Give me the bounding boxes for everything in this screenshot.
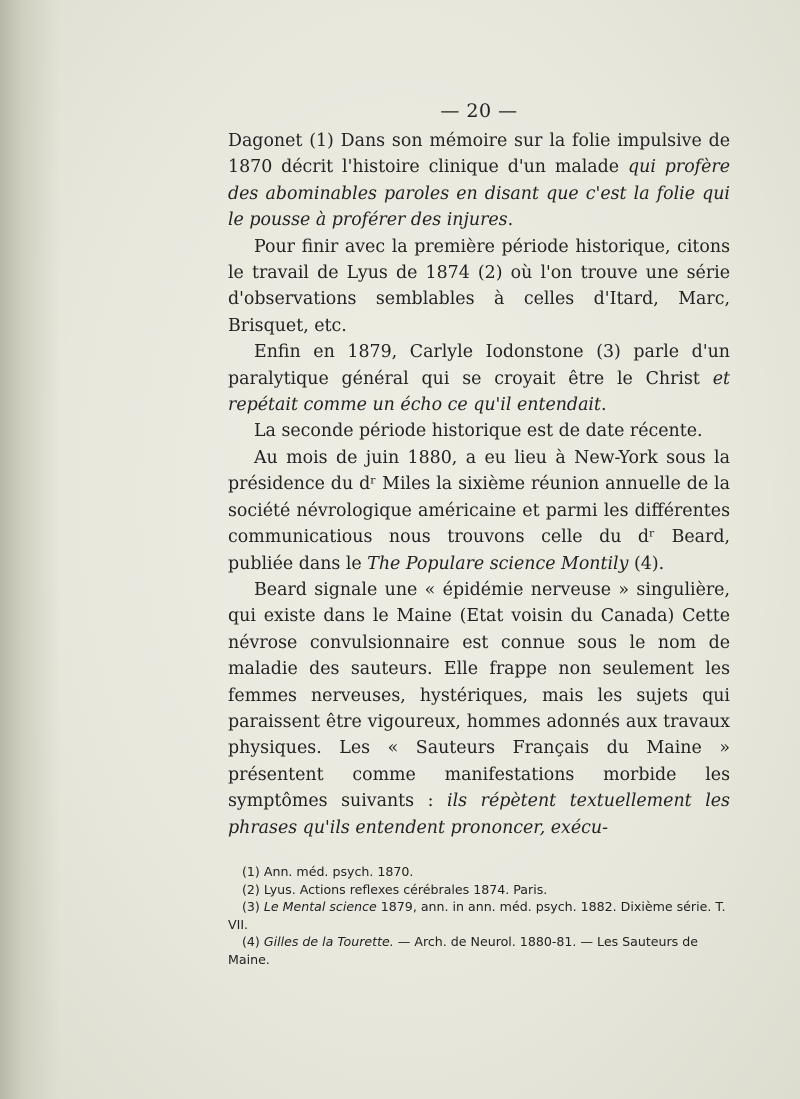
body-text [228, 128, 730, 841]
text-run: Beard signale une « épidémie nerveuse » singulière, qui existe dans le Maine (Etat voisin du Canada) Cette névrose convulsionnaire est connue sous le nom de maladie des sauteurs. Elle frappe non seulement les femmes nerveuses, hystériques, mais les sujets qui paraissent être vigoureux, hommes adonnés aux travaux physiques. Les « Sauteurs Français du Maine » présentent comme manifestations morbide les symptômes suivants : [228, 579, 730, 812]
page-edge-shadow [0, 0, 60, 1099]
paragraph-new-york [228, 445, 730, 577]
text-run: Dagonet (1) Dans son mémoire sur la folie impulsive de 1870 décrit l'histoire clinique d'un malade [228, 131, 730, 178]
text-run: (4). [628, 553, 665, 574]
text-run: Pour finir avec la première période historique, citons le travail de Lyus de 1874 (2) où l'on trouve une série d'observations semblables à celles d'Itard, Marc, Brisquet, etc. [228, 236, 730, 336]
italic-text: et repétait comme un écho ce qu'il entendait [228, 368, 730, 416]
text-run: (1) Ann. méd. psych. 1870. [242, 863, 414, 879]
footnote-1 [228, 863, 730, 881]
footnotes [228, 863, 730, 969]
book-page [228, 98, 730, 969]
text-run: — Arch. de Neurol. 1880-81. — Les Sauteurs de Maine. [228, 934, 698, 967]
paragraph-beard [228, 577, 730, 841]
text-run: (3) [242, 899, 264, 915]
text-run: . [600, 395, 607, 416]
paragraph-seconde-periode [228, 418, 730, 444]
italic-text: Le Mental science [263, 899, 377, 915]
text-run: . [507, 210, 514, 231]
text-run: Enfin en 1879, Carlyle Iodonstone (3) parle d'un paralytique général qui se croyait être le Christ [228, 342, 730, 389]
paragraph-carlyle [228, 339, 730, 418]
italic-text: The Populare science Montily [367, 553, 629, 574]
italic-text: ils répètent textuellement les phrases qu'ils entendent prononcer, exécu- [228, 791, 730, 838]
italic-text: Gilles de la Tourette. [263, 934, 394, 950]
paragraph-lyus [228, 234, 730, 340]
footnote-2 [228, 881, 730, 899]
text-run: 1879, ann. in ann. méd. psych. 1882. Dixième série. T. VII. [228, 899, 726, 932]
paragraph-dagonet [228, 128, 730, 234]
text-run: (2) Lyus. Actions reflexes cérébrales 1874. Paris. [242, 881, 548, 897]
text-run: (4) [242, 934, 264, 950]
text-run: Au mois de juin 1880, a eu lieu à New-York sous la présidence du dʳ Miles la sixième réunion annuelle de la société névrologique américaine et parmi les différentes communicatious nous trouvons celle du dʳ Beard, publiée dans le [228, 447, 730, 574]
footnote-3 [228, 898, 730, 933]
footnote-4 [228, 933, 730, 968]
text-run: La seconde période historique est de date récente. [254, 421, 703, 442]
italic-text: qui profère des abominables paroles en disant que c'est la folie qui le pousse à proférer des injures [228, 157, 731, 231]
page-number: — 20 — [440, 100, 518, 122]
